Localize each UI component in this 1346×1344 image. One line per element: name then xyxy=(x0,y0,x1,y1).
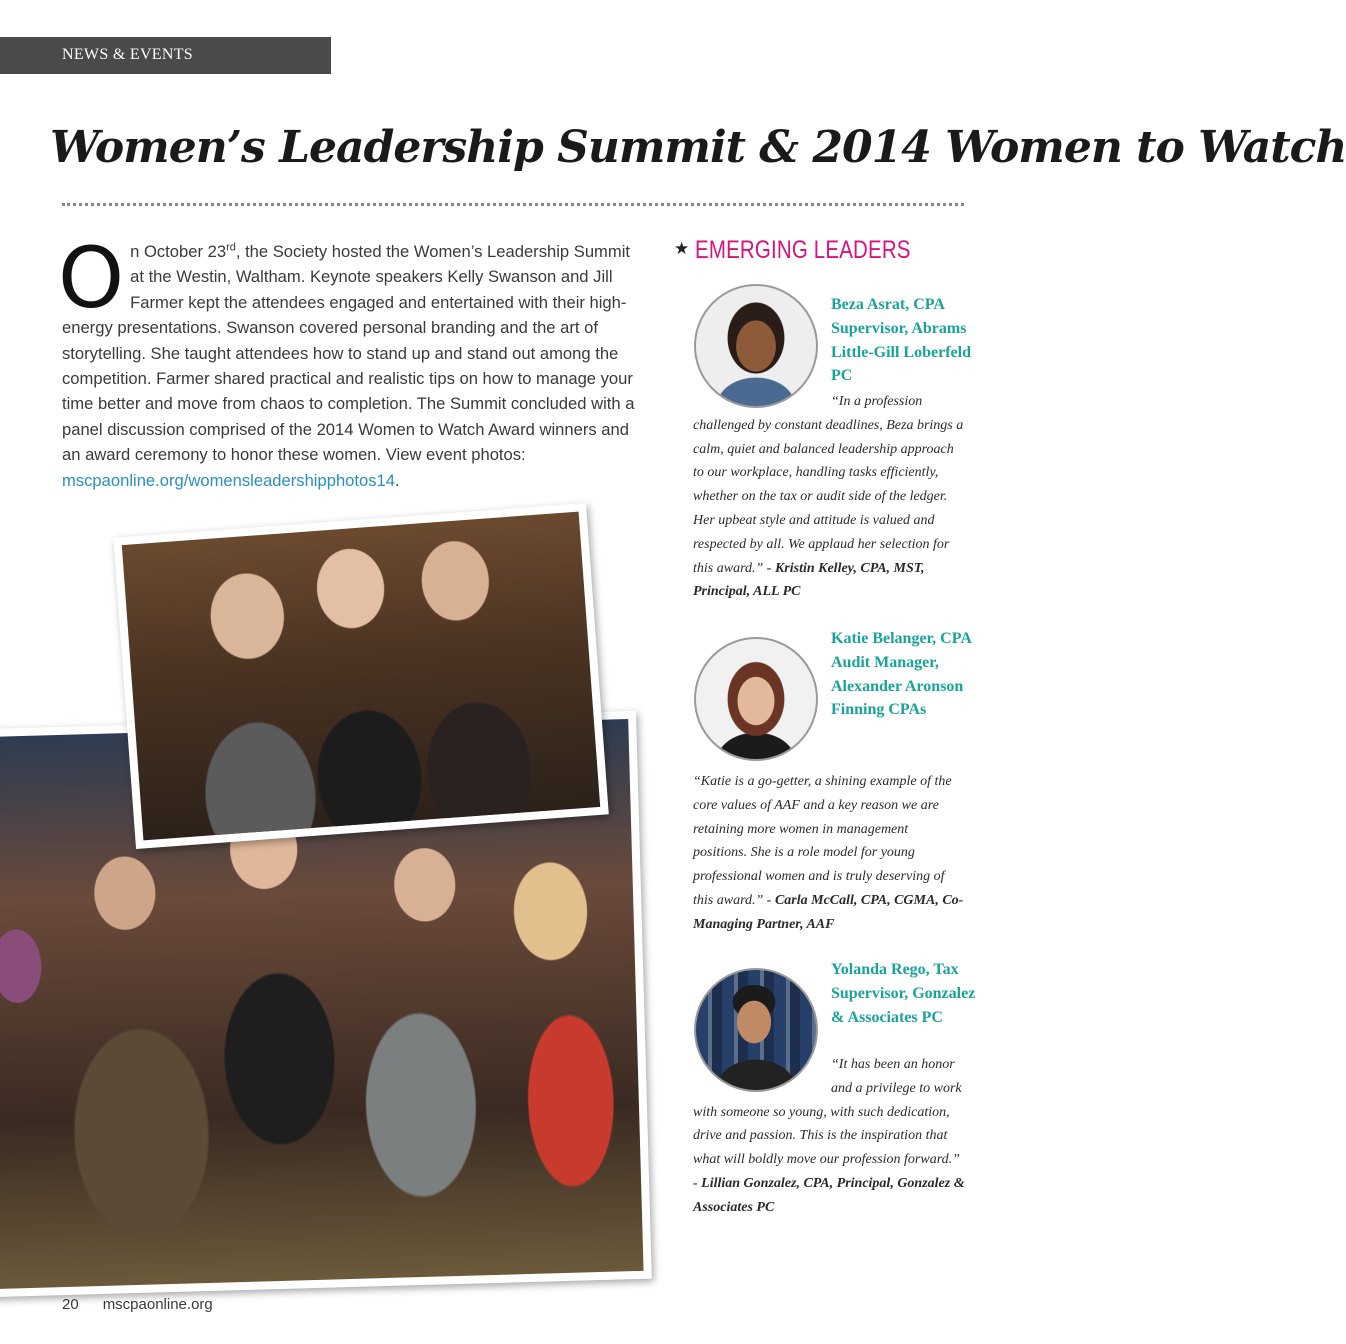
quote-body: challenged by constant deadlines, Beza brings a calm, quiet and balanced leadership approach to our workplace, handling tasks efficiently, whether on the tax or audit side of the ledger. Her upbeat style and attitude is valued and respected by all. We applaud her selection for this award.” xyxy=(693,417,964,576)
quote-attribution: - Lillian Gonzalez, CPA, Principal, Gonzalez & Associates PC xyxy=(693,1175,965,1215)
ordinal-suffix: rd xyxy=(226,241,236,254)
leader-name-katie: Katie Belanger, CPA Audit Manager, Alexander Aronson Finning CPAs xyxy=(831,630,971,719)
drop-cap: O xyxy=(58,229,125,327)
star-icon: ★ xyxy=(674,239,690,258)
leader-quote-katie xyxy=(693,770,965,937)
leader-quote-yolanda xyxy=(693,1053,965,1220)
emerging-leaders-heading xyxy=(674,236,958,265)
quote-body: with someone so young, with such dedication, drive and passion. This is the inspiration that what will boldly move our profession forward.” xyxy=(693,1104,960,1168)
page-number: 20 xyxy=(62,1296,79,1313)
quote-attribution: - Carla McCall, CPA, CGMA, Co-Managing Partner, AAF xyxy=(693,892,964,932)
intro-text-1: n October 23 xyxy=(130,242,227,261)
page-footer xyxy=(62,1296,213,1313)
footer-site[interactable]: mscpaonline.org xyxy=(102,1296,213,1313)
section-bar xyxy=(0,37,331,74)
attendees-group-photo xyxy=(113,503,609,849)
leader-quote-beza xyxy=(693,390,965,604)
quote-lead: “In a profession xyxy=(831,394,923,409)
intro-text-2: , the Society hosted the Women’s Leadership Summit at the Westin, Waltham. Keynote speakers Kelly Swanson and Jill Farmer kept the attendees engaged and entertained with their high-energy presentations. Swanson covered personal branding and the art of storytelling. She taught attendees how to stand up and stand out among the competition. Farmer shared practical and realistic tips on how to manage your time better and move from chaos to completion. The Summit concluded with a panel discussion comprised of the 2014 Women to Watch Award winners and an award ceremony to honor these women. View event photos: xyxy=(62,242,635,465)
headline: Women’s Leadership Summit & 2014 Women to Watch xyxy=(50,122,1346,173)
quote-attribution: - Kristin Kelley, CPA, MST, Principal, ALL PC xyxy=(693,560,925,600)
quote-body: “Katie is a go-getter, a shining example of the core values of AAF and a key reason we are retaining more women in management positions. She is a role model for young professional women and is truly deserving of this award.” xyxy=(693,774,952,908)
dotted-divider xyxy=(62,203,964,206)
attendees-group-photo-image xyxy=(122,512,600,841)
emerging-leaders-title: EMERGING LEADERS xyxy=(695,236,911,264)
leader-name-yolanda: Yolanda Rego, Tax Supervisor, Gonzalez & Associates PC xyxy=(831,961,976,1026)
section-label: NEWS & EVENTS xyxy=(62,46,194,63)
leader-name-beza: Beza Asrat, CPA Supervisor, Abrams Little-Gill Loberfeld PC xyxy=(831,296,971,385)
intro-end: . xyxy=(395,470,400,490)
quote-lead: “It has been an honor and a privilege to work xyxy=(831,1057,962,1096)
leader-photo-katie xyxy=(694,637,818,761)
intro-paragraph xyxy=(58,229,642,493)
photos-link[interactable]: mscpaonline.org/womensleadershipphotos14 xyxy=(62,470,396,490)
